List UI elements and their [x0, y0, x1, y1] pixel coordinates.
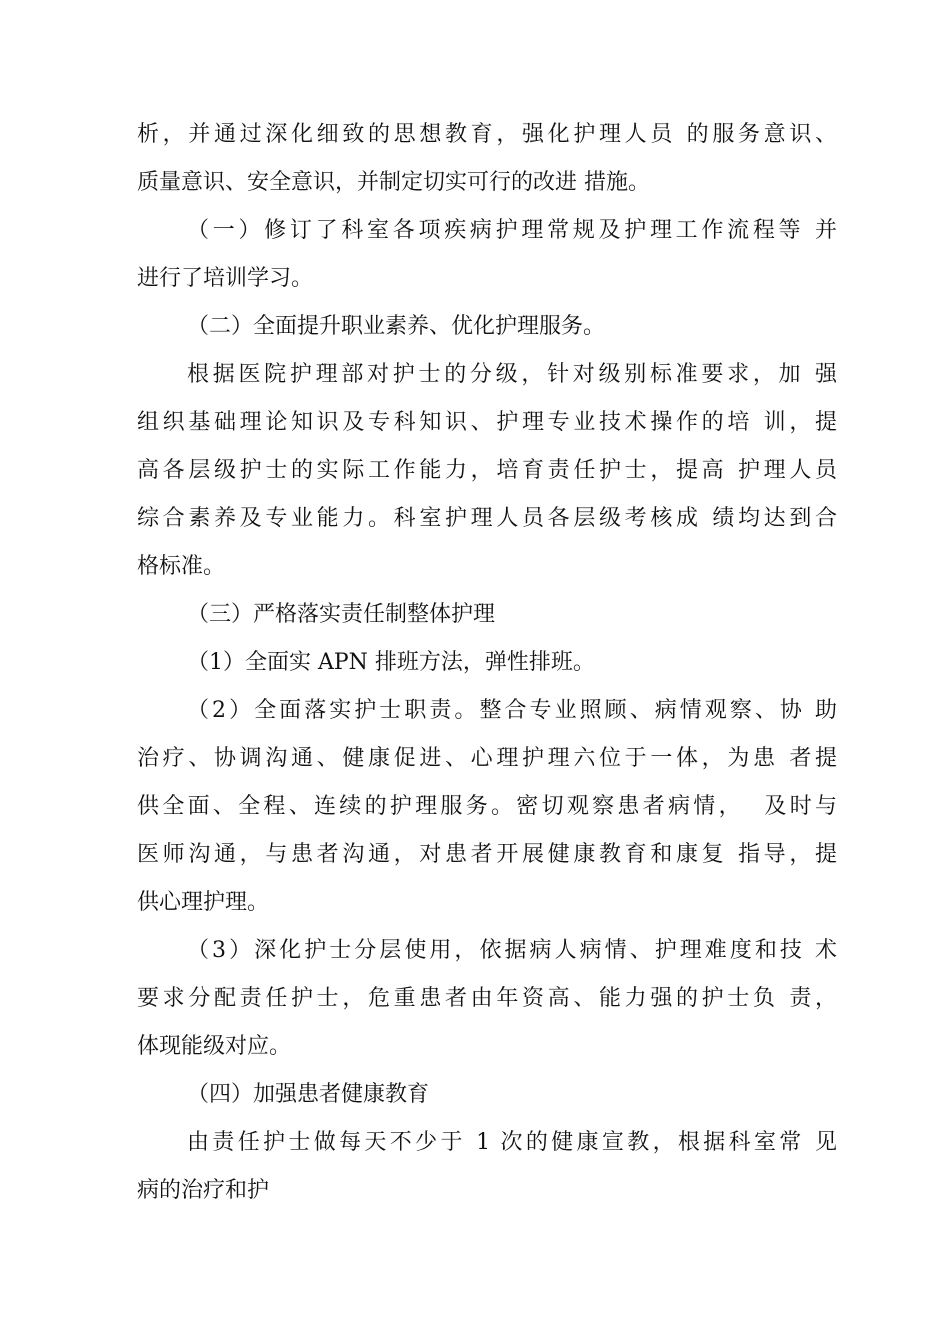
text-line: 析，并通过深化细致的思想教育，强化护理人员 的服务意识、 [137, 122, 837, 147]
paragraph [137, 207, 837, 303]
text-line: 病的治疗和护 [137, 1178, 270, 1203]
paragraph [137, 1119, 837, 1215]
text-line: 综合素养及专业能力。科室护理人员各层级考核成 绩均达到合 [137, 506, 837, 531]
list-item [137, 927, 837, 1071]
list-item [137, 687, 837, 927]
text-line: 组织基础理论知识及专科知识、护理专业技术操作的培 训，提 [137, 410, 837, 435]
section-heading [137, 303, 837, 351]
document-body [137, 111, 837, 1215]
text-line: 根据医院护理部对护士的分级，针对级别标准要求，加 强 [187, 362, 837, 387]
list-item [137, 639, 837, 687]
text-line: （二）全面提升职业素养、优化护理服务。 [187, 314, 606, 339]
text-line: 体现能级对应。 [137, 1034, 292, 1059]
text-line: 治疗、协调沟通、健康促进、心理护理六位于一体，为患 者提 [137, 746, 837, 771]
paragraph [137, 111, 837, 207]
text-line: 供全面、全程、连续的护理服务。密切观察患者病情， 及时与 [137, 794, 837, 819]
text-line: 进行了培训学习。 [137, 266, 314, 291]
text-line: （3）深化护士分层使用，依据病人病情、护理难度和技 术 [187, 938, 837, 963]
text-line: （一）修订了科室各项疾病护理常规及护理工作流程等 并 [187, 218, 837, 243]
text-line: 由责任护士做每天不少于 1 次的健康宣教，根据科室常 见 [187, 1130, 837, 1155]
section-heading [137, 591, 837, 639]
text-line: （四）加强患者健康教育 [187, 1082, 430, 1107]
text-line: 高各层级护士的实际工作能力，培育责任护士，提高 护理人员 [137, 458, 837, 483]
text-line: 要求分配责任护士，危重患者由年资高、能力强的护士负 责， [137, 986, 837, 1011]
section-heading [137, 1071, 837, 1119]
text-line: 格标准。 [137, 554, 226, 579]
text-line: 质量意识、安全意识，并制定切实可行的改进 措施。 [137, 170, 650, 195]
text-line: （2）全面落实护士职责。整合专业照顾、病情观察、协 助 [187, 698, 837, 723]
text-line: 供心理护理。 [137, 890, 270, 915]
text-line: 医师沟通，与患者沟通，对患者开展健康教育和康复 指导，提 [137, 842, 837, 867]
paragraph [137, 351, 837, 591]
text-line: （1）全面实 APN 排班方法，弹性排班。 [187, 650, 595, 675]
text-line: （三）严格落实责任制整体护理 [187, 602, 496, 627]
